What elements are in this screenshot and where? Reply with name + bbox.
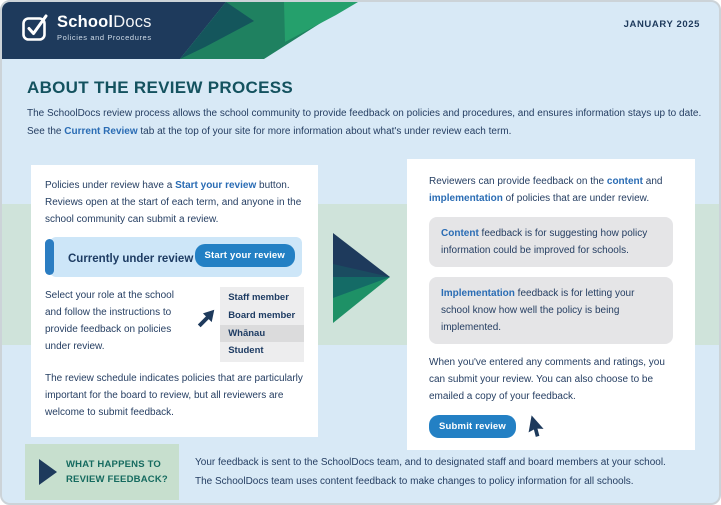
- page-title: ABOUT THE REVIEW PROCESS: [27, 78, 294, 97]
- content-feedback-box: [429, 217, 673, 267]
- role-selection-row: [45, 287, 304, 362]
- right-para1-after: of policies that are under review.: [502, 193, 650, 204]
- footer-label: [66, 457, 168, 487]
- footer-label-line1: WHAT HAPPENS TO: [66, 458, 162, 470]
- submit-row: [429, 415, 673, 438]
- left-para1-before: Policies under review have a: [45, 180, 176, 191]
- currently-under-review-bar: [50, 237, 302, 277]
- triangle-right-icon: [39, 459, 57, 485]
- logo-tagline: Policies and Procedures: [57, 33, 152, 43]
- start-your-review-button[interactable]: Start your review: [195, 244, 296, 267]
- role-option-student[interactable]: Student: [228, 345, 264, 357]
- right-card-paragraph-1: [429, 173, 673, 207]
- review-bar-accent: [45, 239, 54, 275]
- left-card-paragraph-2: Select your role at the school and follow the instructions to provide feedback on policies under review.: [45, 290, 174, 352]
- footer-text-line1: Your feedback is sent to the SchoolDocs team, and to designated staff and board members at your school.: [195, 457, 666, 468]
- footer-label-block: [25, 444, 179, 500]
- right-card-paragraph-2: When you've entered any comments and ratings, you can submit your review. You can also choose to be emailed a copy of your feedback.: [429, 357, 665, 402]
- cursor-pointer-icon: [526, 414, 548, 439]
- footer-text-line2: The SchoolDocs team uses content feedback to make changes to policy information for all schools.: [195, 476, 634, 487]
- implementation-feedback-box: [429, 277, 673, 344]
- intro-text-after: tab at the top of your site for more information about what's under review each term.: [137, 126, 512, 137]
- right-para1-mid: and: [643, 176, 663, 187]
- intro-paragraph: [27, 105, 707, 141]
- implementation-feedback-text: feedback is for letting your school know how well the policy is being implemented.: [441, 288, 635, 333]
- content-feedback-bold: Content: [441, 228, 479, 239]
- left-para1-bold: Start your review: [175, 180, 257, 191]
- footer-label-line2: REVIEW FEEDBACK?: [66, 474, 168, 485]
- schooldocs-logo: [22, 13, 152, 42]
- footer-text: [195, 453, 720, 491]
- intro-text-before: The SchoolDocs review process allows the school community to provide feedback on policies and procedures, and ensures information stays up to date. See the: [27, 108, 702, 137]
- left-card-paragraph-3: The review schedule indicates policies that are particularly important for the board to review, but all reviewers are welcome to submit feedback.: [45, 373, 303, 419]
- right-para1-bold-content: content: [606, 176, 643, 187]
- role-option-whanau[interactable]: Whānau: [220, 325, 304, 343]
- left-para1-after: button. Reviews open at the start of each term, and anyone in the school community can submit a review.: [45, 180, 302, 225]
- implementation-feedback-bold: Implementation: [441, 288, 515, 299]
- submit-review-button[interactable]: Submit review: [429, 415, 516, 438]
- date-badge: JANUARY 2025: [623, 19, 700, 30]
- right-para1-bold-implementation: implementation: [429, 193, 503, 204]
- content-feedback-text: feedback is for suggesting how policy information could be improved for schools.: [441, 228, 648, 256]
- role-option-staff-member[interactable]: Staff member: [228, 292, 289, 303]
- current-review-tab-reference: Current Review: [64, 126, 138, 137]
- role-dropdown-list: [220, 287, 304, 362]
- right-para1-before: Reviewers can provide feedback on the: [429, 176, 607, 187]
- arrow-right-icon: [333, 233, 391, 323]
- cursor-northeast-icon: [196, 309, 215, 328]
- feedback-types-card: [407, 159, 695, 450]
- role-option-board-member[interactable]: Board member: [228, 309, 296, 321]
- checkbox-logo-icon: [22, 13, 49, 42]
- review-bar-label: Currently under review: [68, 253, 194, 265]
- logo-wordmark: SchoolDocs: [57, 13, 152, 31]
- start-review-card: [31, 165, 318, 437]
- left-card-paragraph-1: [45, 177, 304, 228]
